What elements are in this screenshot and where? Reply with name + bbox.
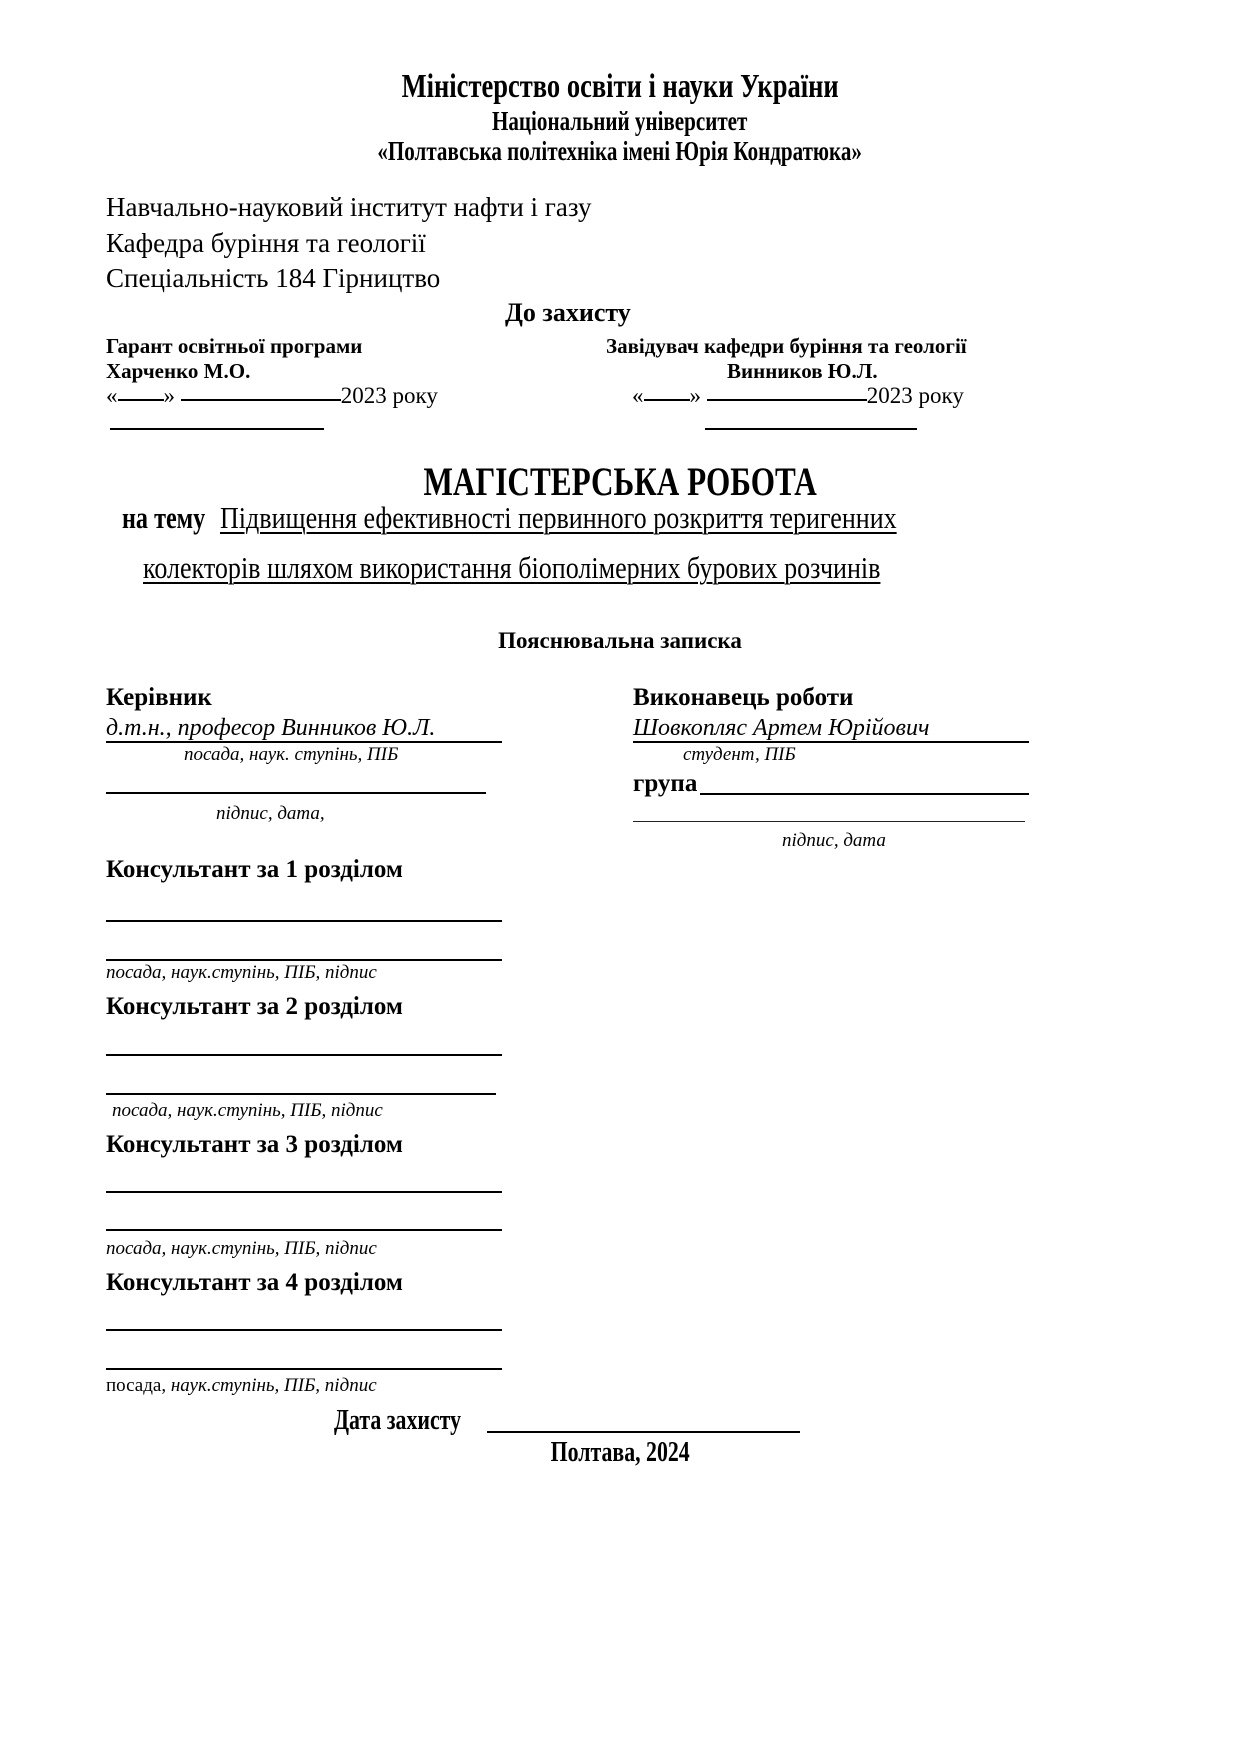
consultant-1-line-1[interactable]: [106, 920, 502, 922]
author-value[interactable]: Шовкопляс Артем Юрійович: [633, 715, 930, 741]
author-group-field[interactable]: [700, 793, 1029, 795]
supervisor-value-caption: посада, наук. ступінь, ПІБ: [184, 744, 399, 765]
program-guarantor-date: « » 2023 року: [106, 383, 438, 408]
ministry-title: Міністерство освіти і науки України: [401, 68, 839, 105]
consultant-2-caption: посада, наук.ступінь, ПІБ, підпис: [112, 1100, 383, 1121]
department-name: Кафедра буріння та геології: [106, 228, 426, 258]
consultant-3-label: Консультант за 3 розділом: [106, 1131, 403, 1158]
consultant-3-caption: посада, наук.ступінь, ПІБ, підпис: [106, 1238, 377, 1259]
specialty-name: Спеціальність 184 Гірництво: [106, 263, 441, 293]
author-value-caption: студент, ПІБ: [683, 744, 796, 765]
head-of-department-name: Винников Ю.Л.: [727, 359, 878, 383]
work-type-title: МАГІСТЕРСЬКА РОБОТА: [423, 459, 817, 504]
author-group-label: група: [633, 770, 698, 797]
author-value-underline: [633, 741, 1029, 743]
supervisor-value[interactable]: д.т.н., професор Винников Ю.Л.: [106, 715, 436, 741]
work-topic-line-1: на тему Підвищення ефективності первинного розкриття теригенних: [122, 500, 898, 535]
university-name: «Полтавська політехніка імені Юрія Кондратюка»: [377, 136, 863, 166]
program-guarantor-name: Харченко М.О.: [106, 359, 251, 383]
consultant-2-label: Консультант за 2 розділом: [106, 993, 403, 1020]
author-signature-caption: підпис, дата: [782, 830, 886, 851]
supervisor-signature-caption: підпис, дата,: [216, 803, 325, 824]
supervisor-value-underline: [106, 741, 502, 743]
city-year: Полтава, 2024: [550, 1437, 690, 1468]
defense-date-field[interactable]: [487, 1431, 800, 1433]
defense-date: Дата захисту: [334, 1405, 462, 1436]
consultant-2-line-2[interactable]: [106, 1093, 496, 1095]
consultant-3-line-1[interactable]: [106, 1191, 502, 1193]
head-of-department-signature-line[interactable]: [705, 428, 917, 430]
head-of-department-date: « » 2023 року: [632, 383, 964, 408]
author-signature-line[interactable]: [633, 821, 1025, 822]
program-guarantor-signature-line[interactable]: [110, 428, 324, 430]
month-blank[interactable]: [707, 399, 867, 401]
day-blank[interactable]: [118, 399, 164, 401]
day-blank[interactable]: [644, 399, 690, 401]
consultant-2-line-1[interactable]: [106, 1054, 502, 1056]
consultant-4-line-1[interactable]: [106, 1329, 502, 1331]
program-guarantor-role: Гарант освітньої програми: [106, 334, 363, 358]
explanatory-note-label: Пояснювальна записка: [498, 628, 742, 653]
consultant-1-line-2[interactable]: [106, 959, 502, 961]
consultant-3-line-2[interactable]: [106, 1229, 502, 1231]
university-type: Національний університет: [492, 106, 748, 136]
consultant-4-label: Консультант за 4 розділом: [106, 1269, 403, 1296]
consultant-4-line-2[interactable]: [106, 1368, 502, 1370]
consultant-1-label: Консультант за 1 розділом: [106, 856, 403, 883]
approval-title: До захисту: [505, 298, 631, 327]
author-label: Виконавець роботи: [633, 684, 854, 711]
consultant-4-caption: посада, наук.ступінь, ПІБ, підпис: [106, 1375, 377, 1396]
month-blank[interactable]: [181, 399, 341, 401]
consultant-1-caption: посада, наук.ступінь, ПІБ, підпис: [106, 962, 377, 983]
supervisor-label: Керівник: [106, 684, 212, 711]
institute-name: Навчально-науковий інститут нафти і газу: [106, 192, 592, 222]
work-topic-line-2: колекторів шляхом використання біополімерних бурових розчинів: [143, 550, 881, 585]
head-of-department-role: Завідувач кафедри буріння та геології: [606, 334, 967, 358]
supervisor-signature-line[interactable]: [106, 792, 486, 794]
